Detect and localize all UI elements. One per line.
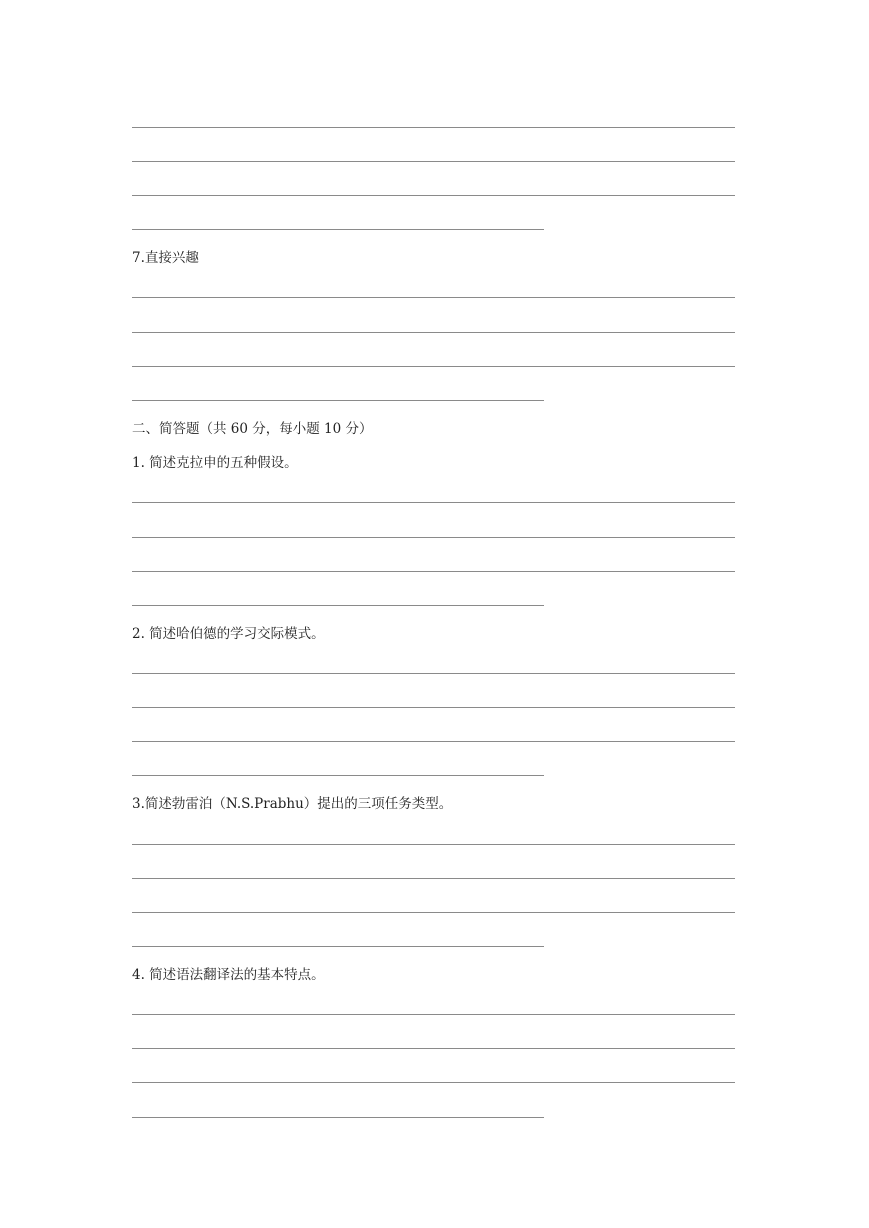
- answer-line: [132, 400, 544, 401]
- answer-line: [132, 1048, 735, 1049]
- answer-line: [132, 605, 544, 606]
- short-answer-1-prompt: 1. 简述克拉申的五种假设。: [132, 455, 298, 471]
- question-7-title: 7.直接兴趣: [132, 250, 199, 266]
- answer-line: [132, 707, 735, 708]
- answer-line: [132, 161, 735, 162]
- answer-line: [132, 195, 735, 196]
- answer-line: [132, 946, 544, 947]
- answer-line: [132, 1014, 735, 1015]
- answer-line: [132, 297, 735, 298]
- answer-line: [132, 673, 735, 674]
- answer-line: [132, 775, 544, 776]
- answer-line: [132, 878, 735, 879]
- answer-line: [132, 571, 735, 572]
- answer-line: [132, 844, 735, 845]
- answer-line: [132, 502, 735, 503]
- answer-line: [132, 229, 544, 230]
- section-2-heading: 二、简答题（共 60 分，每小题 10 分）: [132, 421, 373, 437]
- answer-line: [132, 127, 735, 128]
- short-answer-3-prompt: 3.简述勃雷泊（N.S.Prabhu）提出的三项任务类型。: [132, 796, 453, 812]
- short-answer-4-prompt: 4. 简述语法翻译法的基本特点。: [132, 967, 325, 983]
- answer-line: [132, 332, 735, 333]
- answer-line: [132, 1117, 544, 1118]
- answer-line: [132, 741, 735, 742]
- answer-line: [132, 537, 735, 538]
- answer-line: [132, 366, 735, 367]
- short-answer-2-prompt: 2. 简述哈伯德的学习交际模式。: [132, 626, 325, 642]
- answer-line: [132, 1082, 735, 1083]
- answer-line: [132, 912, 735, 913]
